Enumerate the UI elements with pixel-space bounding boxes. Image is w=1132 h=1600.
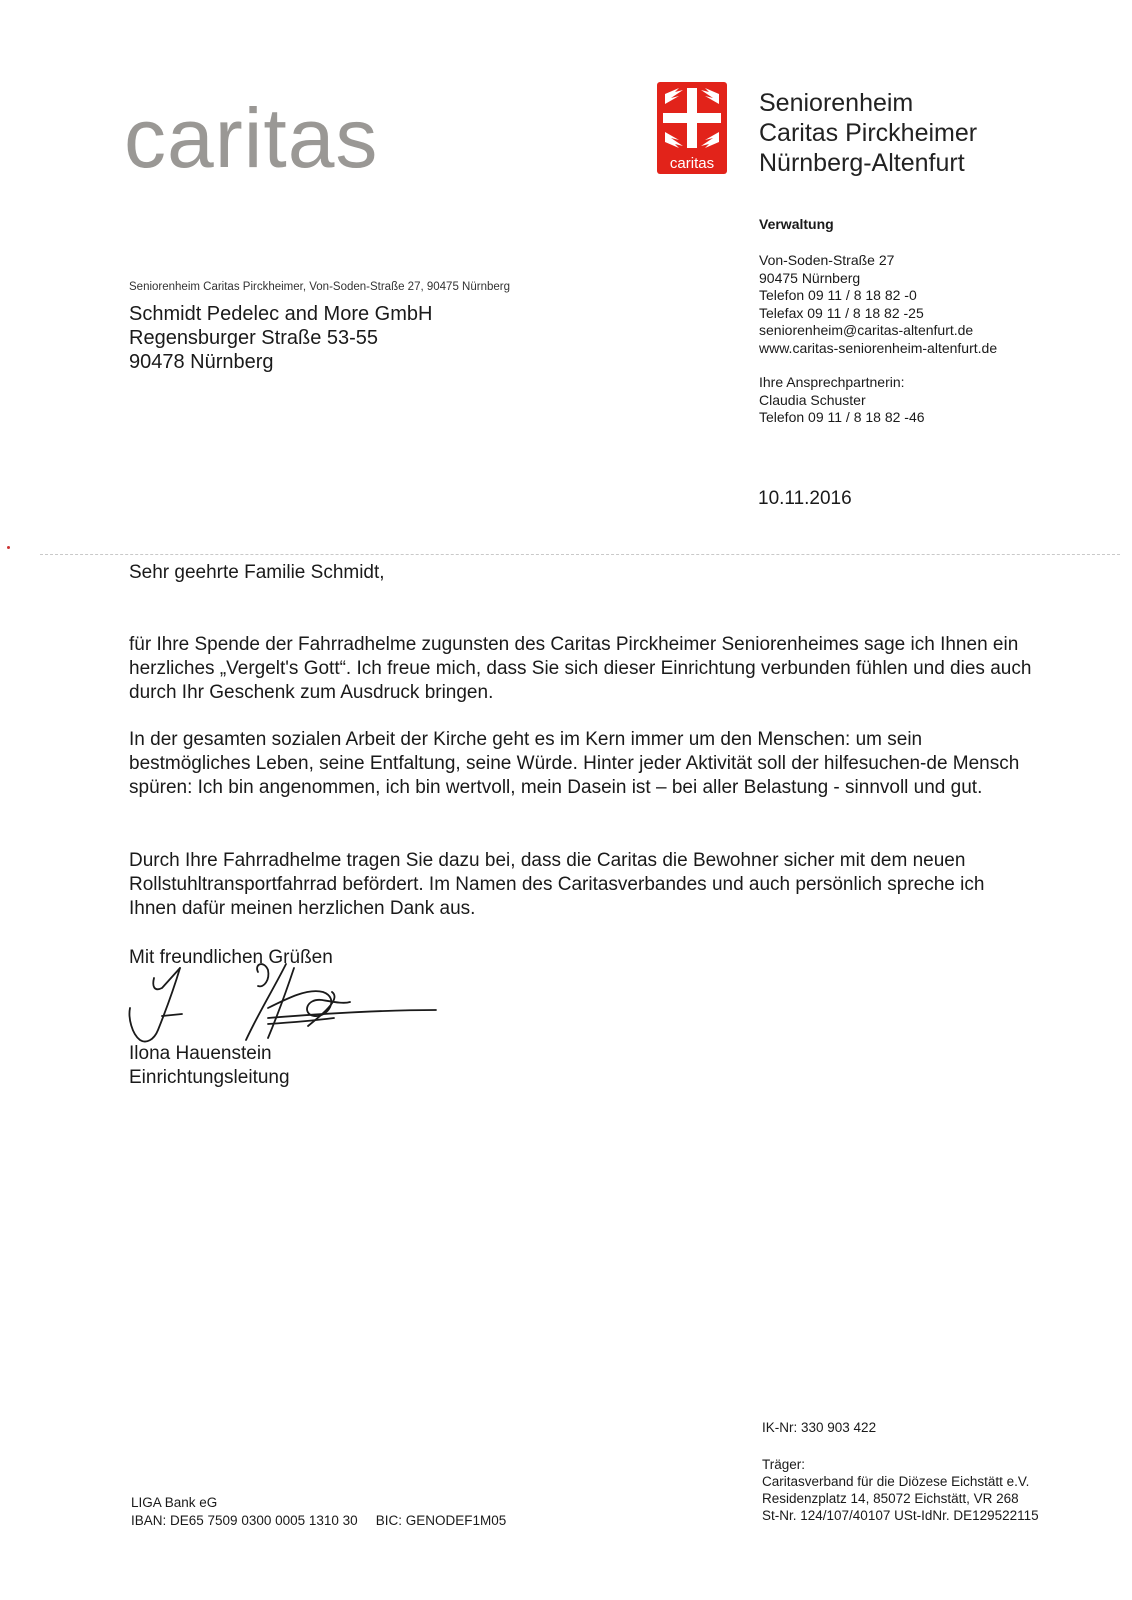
carrier-address: Residenzplatz 14, 85072 Eichstätt, VR 268	[762, 1491, 1019, 1506]
carrier-block	[762, 1456, 1039, 1524]
signer-title: Einrichtungsleitung	[129, 1067, 290, 1088]
bic: BIC: GENODEF1M05	[375, 1512, 507, 1528]
street: Von-Soden-Straße 27	[759, 252, 895, 268]
contact-person-name: Claudia Schuster	[759, 391, 866, 408]
closing-phrase: Mit freundlichen Grüßen	[129, 947, 333, 968]
website-link: www.caritas-seniorenheim-altenfurt.de	[759, 339, 998, 356]
email-link: seniorenheim@caritas-altenfurt.de	[759, 322, 974, 339]
recipient-city: 90478 Nürnberg	[129, 351, 274, 373]
org-name-line-1: Seniorenheim	[759, 89, 914, 117]
carrier-label: Träger:	[762, 1457, 806, 1472]
recipient-company: Schmidt Pedelec and More GmbH	[129, 303, 433, 325]
iban: IBAN: DE65 7509 0300 0005 1310 30	[131, 1512, 358, 1528]
contact-block	[759, 252, 997, 358]
bank-name: LIGA Bank eG	[131, 1495, 218, 1510]
letter-date: 10.11.2016	[758, 488, 852, 509]
recipient-address	[129, 302, 432, 374]
recipient-street: Regensburger Straße 53-55	[129, 327, 379, 349]
bank-details	[131, 1494, 506, 1529]
body-paragraph: Durch Ihre Fahrradhelme tragen Sie dazu bei, dass die Caritas die Bewohner sicher mit dem neuen Rollstuhltransportfahrrad befördert. Im Namen des Caritasverbandes und auch persönlich spreche ich Ihnen dafür meinen herzlichen Dank aus.	[129, 850, 985, 919]
salutation: Sehr geehrte Familie Schmidt,	[129, 562, 385, 583]
contact-person-phone: Telefon 09 11 / 8 18 82 -46	[759, 409, 925, 426]
postal-city: 90475 Nürnberg	[759, 269, 861, 286]
carrier-name: Caritasverband für die Diözese Eichstätt e.V.	[762, 1474, 1030, 1489]
org-name-line-2: Caritas Pirckheimer	[759, 119, 978, 147]
logo-label: caritas	[669, 155, 715, 172]
fax: Telefax 09 11 / 8 18 82 -25	[759, 304, 924, 321]
ik-number: IK-Nr: 330 903 422	[762, 1420, 877, 1435]
contact-person-label: Ihre Ansprechpartnerin:	[759, 374, 905, 390]
organization-name	[759, 88, 977, 178]
contact-person-block	[759, 374, 925, 427]
department-label: Verwaltung	[759, 216, 834, 232]
sender-return-address: Seniorenheim Caritas Pirckheimer, Von-Soden-Straße 27, 90475 Nürnberg	[129, 281, 510, 293]
body-paragraph: für Ihre Spende der Fahrradhelme zugunsten des Caritas Pirckheimer Seniorenheimes sage ich Ihnen ein herzliches „Vergelt's Gott“. Ich freue mich, dass Sie sich dieser Einrichtung verbunden fühlen und dies auch durch Ihr Geschenk zum Ausdruck bringen.	[129, 634, 1032, 703]
body-paragraph: In der gesamten sozialen Arbeit der Kirche geht es im Kern immer um den Menschen: um sein bestmögliches Leben, seine Entfaltung, seine Würde. Hinter jeder Aktivität soll der hilfesuchen-de Mensch spüren: Ich bin angenommen, ich bin wertvoll, mein Dasein ist – bei aller Belastung - sinnvoll und gut.	[129, 729, 1020, 798]
caritas-wordmark: caritas	[124, 91, 379, 185]
caritas-logo-icon	[657, 82, 727, 174]
phone: Telefon 09 11 / 8 18 82 -0	[759, 287, 917, 304]
scan-speck	[7, 546, 10, 549]
org-name-line-3: Nürnberg-Altenfurt	[759, 149, 965, 177]
fold-mark-divider	[40, 554, 1120, 555]
signer-name: Ilona Hauenstein	[129, 1043, 272, 1064]
carrier-tax-ids: St-Nr. 124/107/40107 USt-IdNr. DE129522115	[762, 1508, 1039, 1523]
